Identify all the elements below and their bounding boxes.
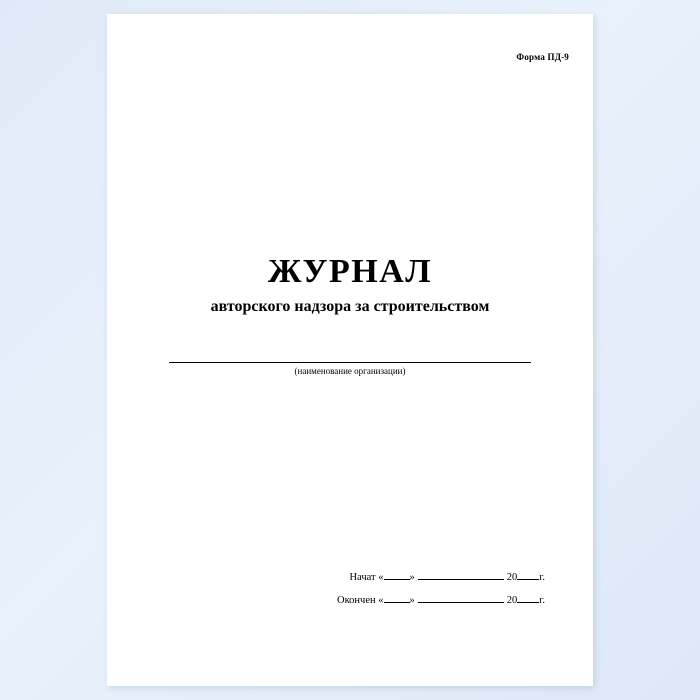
form-code-label: Форма ПД-9 [516,52,569,62]
title-block [107,254,593,316]
date-finished-year-prefix: 20 [506,595,518,606]
organization-input-line[interactable] [169,346,531,363]
date-started-month-field[interactable] [418,569,504,580]
date-started-day-field[interactable] [384,569,410,580]
organization-block [169,346,531,376]
date-started-row [107,569,545,583]
document-page [107,14,593,686]
date-finished-year-field[interactable] [517,592,539,603]
organization-caption: (наименование организации) [294,366,406,376]
page-subtitle: авторского надзора за строительством [210,297,490,315]
date-started-quote: » [409,572,415,583]
date-started-year-field[interactable] [517,569,539,580]
date-finished-day-field[interactable] [384,592,410,603]
date-finished-row [107,592,545,606]
date-started-label: Начат « [349,572,384,583]
date-finished-label: Окончен « [337,595,384,606]
dates-block [107,569,593,615]
date-started-year-suffix: г. [539,572,545,583]
page-title: ЖУРНАЛ [267,253,433,290]
date-finished-month-field[interactable] [418,592,504,603]
date-finished-year-suffix: г. [539,595,545,606]
date-finished-quote: » [409,595,415,606]
date-started-year-prefix: 20 [506,572,518,583]
